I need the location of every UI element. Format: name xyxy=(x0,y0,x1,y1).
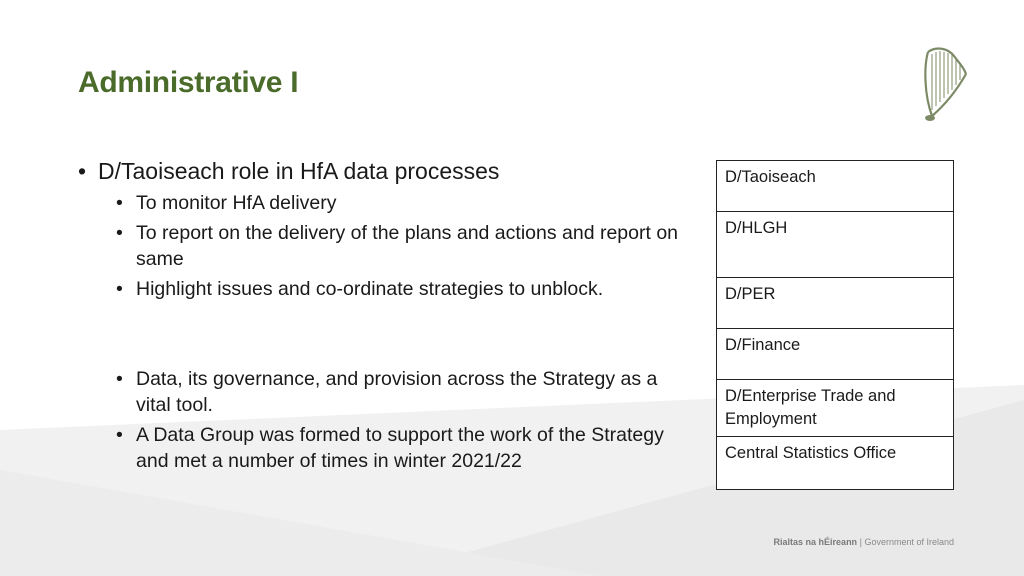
bullet-item: • Data, its governance, and provision across the Strategy as a vital tool. xyxy=(78,366,678,418)
table-cell: Central Statistics Office xyxy=(717,437,954,490)
slide-title: Administrative I xyxy=(78,66,299,99)
bullet-content xyxy=(78,156,678,478)
footer-irish: Rialtas na hÉireann xyxy=(773,537,858,547)
harp-icon xyxy=(918,44,970,124)
bullet-item: • A Data Group was formed to support the work of the Strategy and met a number of times in winter 2021/22 xyxy=(78,422,678,474)
table-row xyxy=(717,380,954,437)
department-table xyxy=(716,160,954,490)
table-cell: D/Taoiseach xyxy=(717,161,954,212)
table-row xyxy=(717,278,954,329)
bullet-item: • Highlight issues and co-ordinate strategies to unblock. xyxy=(78,276,678,302)
bullet-heading: • D/Taoiseach role in HfA data processes xyxy=(78,156,678,186)
table-row xyxy=(717,161,954,212)
footer xyxy=(774,537,954,547)
table-cell: D/Enterprise Trade and Employment xyxy=(717,380,954,437)
footer-english: Government of Ireland xyxy=(864,537,954,547)
table-row xyxy=(717,329,954,380)
bullet-item: • To monitor HfA delivery xyxy=(78,190,678,216)
table-row xyxy=(717,212,954,278)
table-cell: D/PER xyxy=(717,278,954,329)
table-cell: D/Finance xyxy=(717,329,954,380)
table-row xyxy=(717,437,954,490)
footer-separator: | xyxy=(859,537,862,547)
table-cell: D/HLGH xyxy=(717,212,954,278)
bullet-item: • To report on the delivery of the plans and actions and report on same xyxy=(78,220,678,272)
